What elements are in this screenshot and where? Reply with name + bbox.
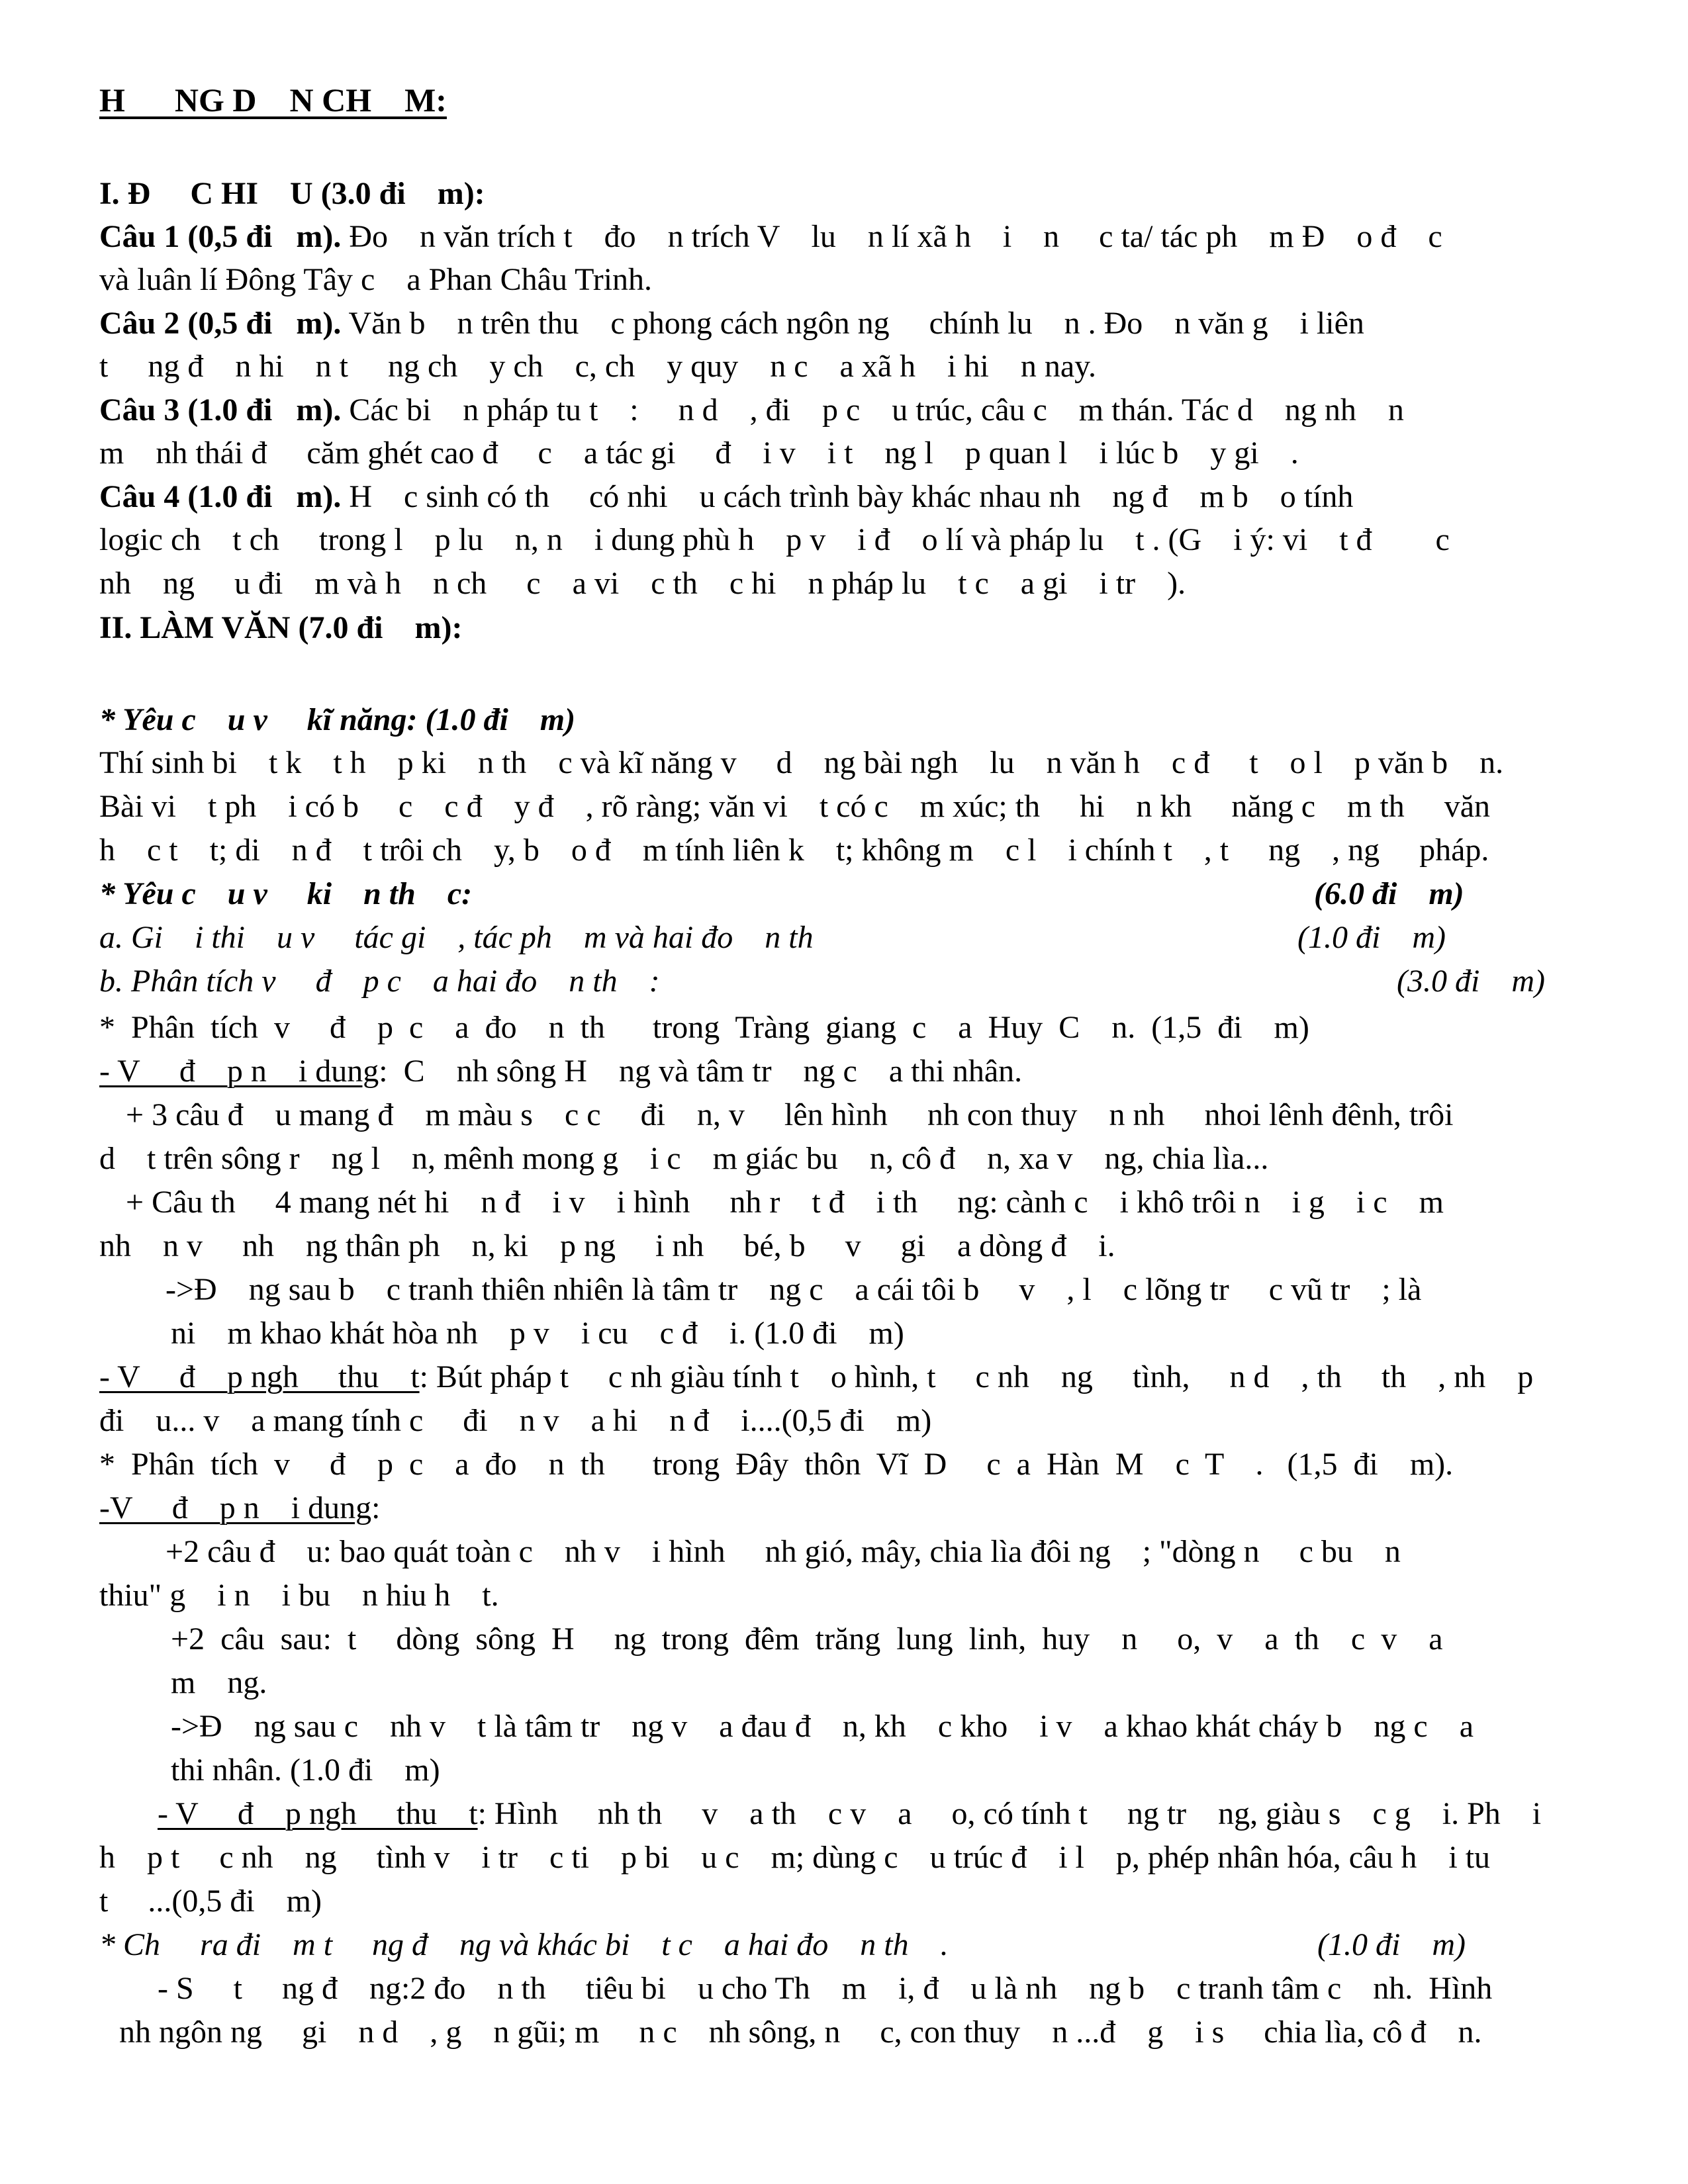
poem-1-summary-line-2: ni m khao khát hòa nh p v i cu c đ i. (1.0 đi m) [171, 1316, 904, 1351]
part-b-score: (3.0 đi m) [1397, 964, 1545, 999]
part-a-text: a. Gi i thi u v tác gi , tác ph m và hai đo n th [99, 920, 814, 955]
poem-1-summary-line-1: ->Đ ng sau b c tranh thiên nhiên là tâm tr ng c a cái tôi b v , l c lõng tr c vũ tr ; là [165, 1272, 1422, 1307]
poem-1-intro: * Phân tích v đ p c a đo n th trong Tràng giang c a Huy C n. (1,5 đi m) [99, 1010, 1309, 1045]
poem-1-art-label: - V đ p ngh thu t [99, 1359, 420, 1394]
part-b-text: b. Phân tích v đ p c a hai đo n th : [99, 964, 660, 999]
poem-2-art-text: : Hình nh th v a th c v a o, có tính t ng tr ng, giàu s c g i. Ph i [477, 1796, 1542, 1831]
poem-2-point-2-line-1: +2 câu sau: t dòng sông H ng trong đêm trăng lung linh, huy n o, v a th c v a [171, 1621, 1443, 1657]
question-3-line-1 [99, 388, 1404, 432]
poem-2-summary-line-2: thi nhân. (1.0 đi m) [171, 1752, 440, 1788]
poem-1-point-2-line-2: nh n v nh ng thân ph n, ki p ng i nh bé, b v gi a dòng đ i. [99, 1228, 1115, 1263]
question-3-line-2: m nh thái đ căm ghét cao đ c a tác gi đ i v i t ng l p quan l i lúc b y gi . [99, 435, 1299, 471]
question-3-label: Câu 3 (1.0 đi m). [99, 392, 342, 428]
poem-2-content-line [99, 1486, 380, 1530]
skills-line-2: Bài vi t ph i có b c c đ y đ , rõ ràng; văn vi t có c m xúc; th hi n kh năng c m th văn [99, 789, 1491, 824]
poem-2-art-line-1 [158, 1792, 1541, 1836]
question-4-label: Câu 4 (1.0 đi m). [99, 479, 342, 514]
poem-1-point-2-line-1: + Câu th 4 mang nét hi n đ i v i hình nh r t đ i th ng: cành c i khô trôi n i g i c m [126, 1185, 1444, 1220]
question-3-text: Các bi n pháp tu t : n d , đi p c u trúc, câu c m thán. Tác d ng nh n [341, 392, 1404, 428]
skills-line-1: Thí sinh bi t k t h p ki n th c và kĩ năng v d ng bài ngh lu n văn h c đ t o l p văn b n. [99, 745, 1504, 780]
knowledge-heading: * Yêu c u v ki n th c: [99, 876, 473, 911]
question-2-line-1 [99, 302, 1364, 345]
skills-line-3: h c t t; di n đ t trôi ch y, b o đ m tính liên k t; không m c l i chính t , t ng , ng pháp. [99, 833, 1489, 868]
poem-2-art-line-2: h p t c nh ng tình v i tr c ti p bi u c m; dùng c u trúc đ i l p, phép nhân hóa, câu h i tu [99, 1840, 1491, 1875]
poem-1-point-1-line-1: + 3 câu đ u mang đ m màu s c c đi n, v lên hình nh con thuy n nh nhoi lênh đênh, trôi [126, 1097, 1454, 1132]
poem-2-summary-line-1: ->Đ ng sau c nh v t là tâm tr ng v a đau đ n, kh c kho i v a khao khát cháy b ng c a [171, 1709, 1474, 1744]
poem-2-point-2-line-2: m ng. [171, 1665, 267, 1700]
question-2-label: Câu 2 (0,5 đi m). [99, 306, 342, 341]
poem-2-art-line-3: t ...(0,5 đi m) [99, 1884, 322, 1919]
comparison-score: (1.0 đi m) [1317, 1927, 1466, 1962]
knowledge-score: (6.0 đi m) [1314, 876, 1464, 911]
comparison-heading: * Ch ra đi m t ng đ ng và khác bi t c a hai đo n th . [99, 1927, 949, 1962]
question-4-text: H c sinh có th có nhi u cách trình bày khác nhau nh ng đ m b o tính [341, 479, 1354, 514]
section-2-heading: II. LÀM VĂN (7.0 đi m): [99, 610, 463, 645]
question-1-line-1 [99, 215, 1442, 259]
question-2-text: Văn b n trên thu c phong cách ngôn ng chính lu n . Đo n văn g i liên [341, 306, 1364, 341]
page-title: H NG D N CH M: [99, 81, 447, 118]
question-2-line-2: t ng đ n hi n t ng ch y ch c, ch y quy n c a xã h i hi n nay. [99, 349, 1096, 384]
poem-1-content-line [99, 1050, 1022, 1093]
skills-heading: * Yêu c u v kĩ năng: (1.0 đi m) [99, 702, 576, 737]
poem-1-art-text: : Bút pháp t c nh giàu tính t o hình, t c nh ng tình, n d , th th , nh p [419, 1359, 1534, 1394]
section-1-heading: I. Đ C HI U (3.0 đi m): [99, 176, 485, 211]
comparison-line-1: - S t ng đ ng:2 đo n th tiêu bi u cho Th m i, đ u là nh ng b c tranh tâm c nh. Hình [158, 1971, 1493, 2006]
poem-2-intro: * Phân tích v đ p c a đo n th trong Đây thôn Vĩ D c a Hàn M c T . (1,5 đi m). [99, 1447, 1454, 1482]
poem-1-content-label: - V đ p n i dung [99, 1054, 379, 1089]
question-1-text: Đo n văn trích t đo n trích V lu n lí xã h i n c ta/ tác ph m Đ o đ c [341, 219, 1442, 254]
question-4-line-1 [99, 475, 1353, 519]
question-4-line-2: logic ch t ch trong l p lu n, n i dung phù h p v i đ o lí và pháp lu t . (G i ý: vi t đ c [99, 522, 1450, 557]
poem-2-art-label: - V đ p ngh thu t [158, 1796, 478, 1831]
poem-2-point-1-line-2: thiu" g i n i bu n hiu h t. [99, 1578, 499, 1613]
question-4-line-3: nh ng u đi m và h n ch c a vi c th c hi n pháp lu t c a gi i tr ). [99, 566, 1186, 601]
question-1-line-2: và luân lí Đông Tây c a Phan Châu Trinh. [99, 262, 653, 297]
poem-2-point-1-line-1: +2 câu đ u: bao quát toàn c nh v i hình nh gió, mây, chia lìa đôi ng ; "dòng n c bu n [165, 1534, 1401, 1569]
part-a-score: (1.0 đi m) [1297, 920, 1446, 955]
poem-1-art-line-2: đi u... v a mang tính c đi n v a hi n đ i....(0,5 đi m) [99, 1403, 932, 1438]
poem-2-content-label: -V đ p n i dung [99, 1490, 372, 1525]
poem-2-content-colon: : [371, 1490, 381, 1525]
comparison-line-2: nh ngôn ng gi n d , g n gũi; m n c nh sông, n c, con thuy n ...đ g i s chia lìa, cô đ n. [119, 2015, 1482, 2050]
poem-1-point-1-line-2: d t trên sông r ng l n, mênh mong g i c m giác bu n, cô đ n, xa v ng, chia lìa... [99, 1141, 1269, 1176]
poem-1-art-line-1 [99, 1355, 1533, 1399]
poem-1-content-text: : C nh sông H ng và tâm tr ng c a thi nhân. [379, 1054, 1023, 1089]
question-1-label: Câu 1 (0,5 đi m). [99, 219, 342, 254]
